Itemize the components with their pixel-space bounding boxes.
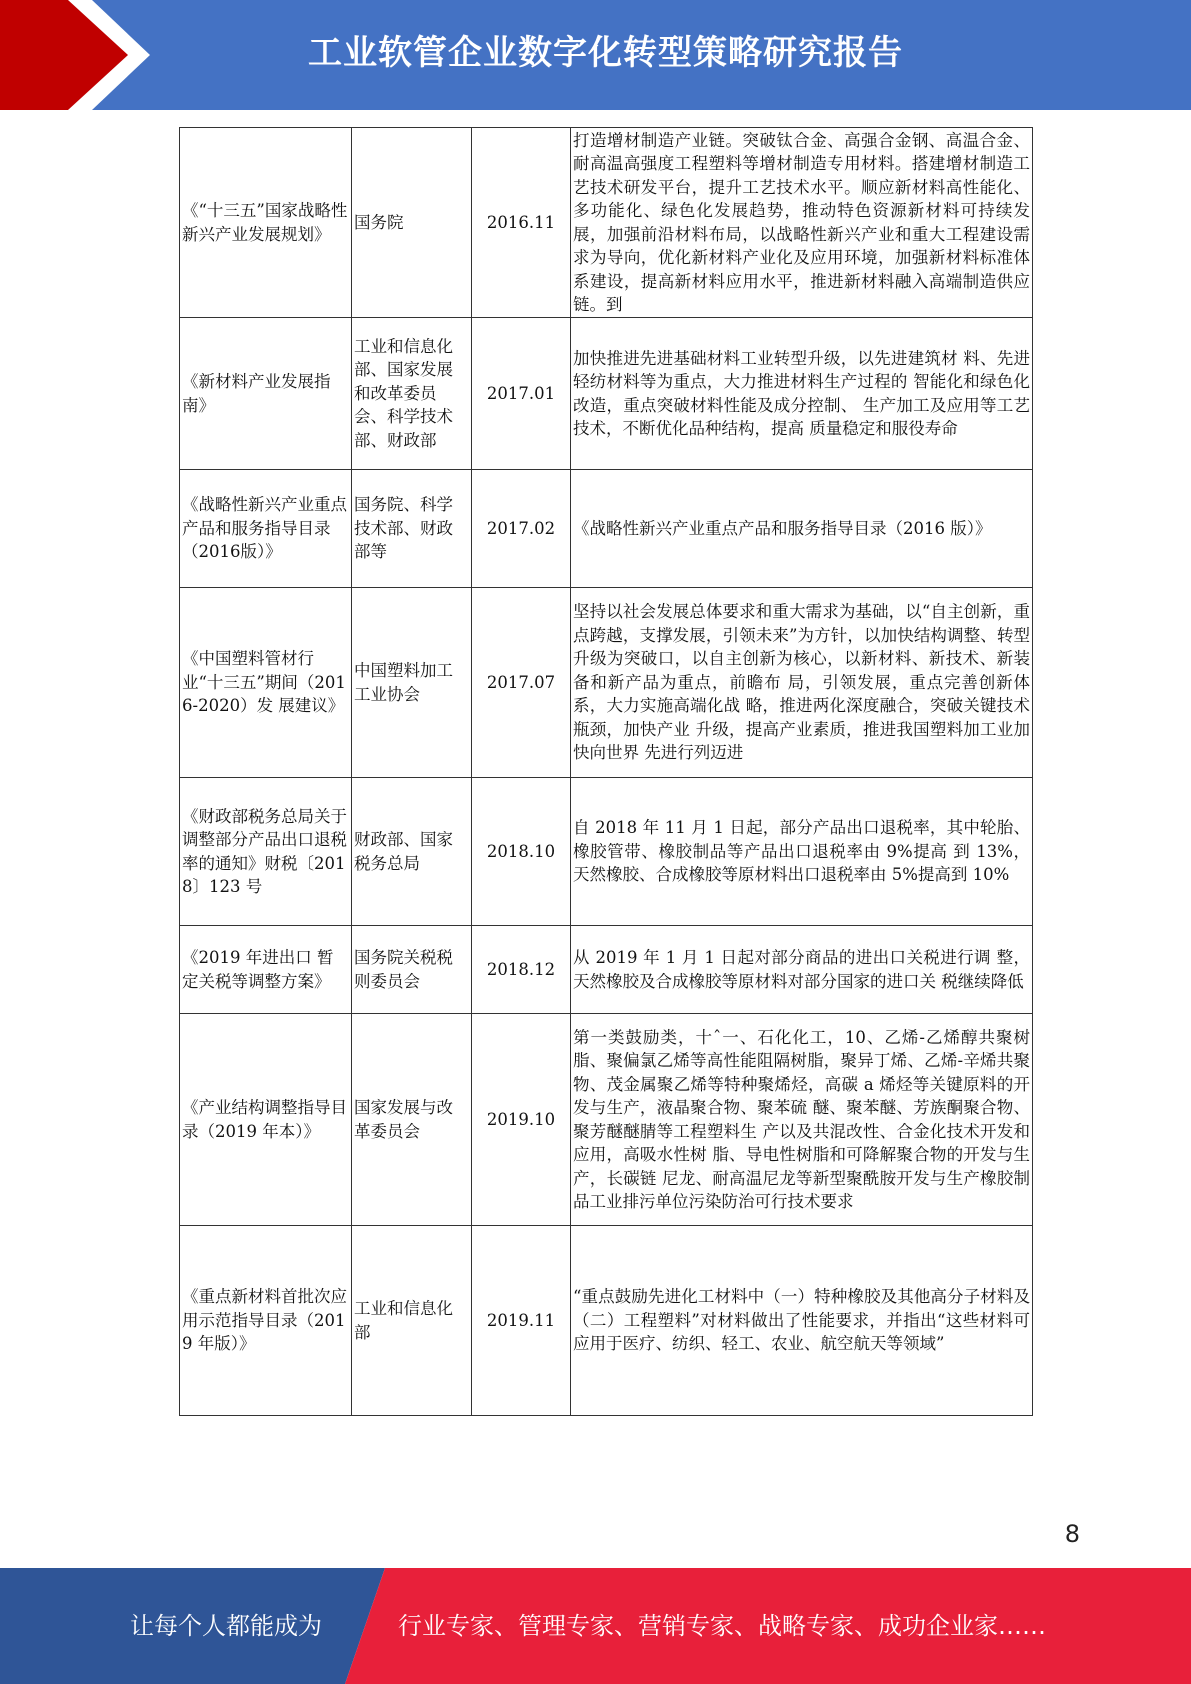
policy-content-cell: 打造增材制造产业链。突破钛合金、高强合金钢、高温合金、耐高温高强度工程塑料等增材制造专用材料。搭建增材制造工艺技术研发平台，提升工艺技术水平。顺应新材料高性能化、多功能化、绿色化发展趋势，推动特色资源新材料可持续发展，加强前沿材料布局，以战略性新兴产业和重大工程建设需求为导向，优化新材料产业化及应用环境，加强新材料标准体系建设，提高新材料应用水平，推进新材料融入高端制造供应链。到	[571, 128, 1033, 318]
policy-name-cell: 《2019 年进出口 暂定关税等调整方案》	[180, 926, 352, 1014]
policy-content-cell: 自 2018 年 11 月 1 日起，部分产品出口退税率，其中轮胎、橡胶管带、橡胶制品等产品出口退税率由 9%提高 到 13%，天然橡胶、合成橡胶等原材料出口退税率由 5%提高到 10%	[571, 778, 1033, 926]
issue-date-cell: 2016.11	[472, 128, 571, 318]
issue-date-cell: 2019.10	[472, 1014, 571, 1226]
policy-name-cell: 《战略性新兴产业重点产品和服务指导目录（2016版）》	[180, 470, 352, 588]
issuing-dept-cell: 工业和信息化部	[352, 1226, 472, 1416]
issue-date-cell: 2019.11	[472, 1226, 571, 1416]
policy-name-cell: 《“十三五”国家战略性新兴产业发展规划》	[180, 128, 352, 318]
table-row	[180, 318, 1033, 470]
issuing-dept-cell: 中国塑料加工工业协会	[352, 588, 472, 778]
policy-content-cell: 坚持以社会发展总体要求和重大需求为基础，以“自主创新，重点跨越，支撑发展，引领未来”为方针，以加快结构调整、转型升级为突破口，以自主创新为核心，以新材料、新技术、新装备和新产品为重点，前瞻布 局，引领发展，重点完善创新体系，大力实施高端化战 略，推进两化深度融合，突破关键技术瓶颈，加快产业 升级，提高产业素质，推进我国塑料加工业加快向世界 先进行列迈进	[571, 588, 1033, 778]
issue-date-cell: 2017.07	[472, 588, 571, 778]
issuing-dept-cell: 财政部、国家税务总局	[352, 778, 472, 926]
footer-slogan-right: 行业专家、管理专家、营销专家、战略专家、成功企业家……	[398, 1612, 1046, 1640]
issuing-dept-cell: 国家发展与改革委员会	[352, 1014, 472, 1226]
issue-date-cell: 2017.01	[472, 318, 571, 470]
table-row	[180, 470, 1033, 588]
policy-content-cell: “重点鼓励先进化工材料中（一）特种橡胶及其他高分子材料及（二）工程塑料”对材料做出了性能要求，并指出“这些材料可应用于医疗、纺织、轻工、农业、航空航天等领域”	[571, 1226, 1033, 1416]
table-row	[180, 128, 1033, 318]
page-number: 8	[1064, 1520, 1080, 1548]
table-row	[180, 926, 1033, 1014]
footer-slogan-left: 让每个人都能成为	[130, 1612, 322, 1640]
table-row	[180, 778, 1033, 926]
issuing-dept-cell: 工业和信息化部、国家发展和改革委员会、科学技术部、财政部	[352, 318, 472, 470]
page-footer	[0, 1568, 1191, 1684]
table-row	[180, 1014, 1033, 1226]
issue-date-cell: 2018.10	[472, 778, 571, 926]
table-row	[180, 1226, 1033, 1416]
policy-name-cell: 《新材料产业发展指南》	[180, 318, 352, 470]
policy-content-cell: 加快推进先进基础材料工业转型升级，以先进建筑材 料、先进轻纺材料等为重点，大力推进材料生产过程的 智能化和绿色化改造，重点突破材料性能及成分控制、 生产加工及应用等工艺技术，不断优化品种结构，提高 质量稳定和服役寿命	[571, 318, 1033, 470]
policy-name-cell: 《产业结构调整指导目录（2019 年本）》	[180, 1014, 352, 1226]
policy-name-cell: 《财政部税务总局关于调整部分产品出口退税率的通知》财税〔2018〕123 号	[180, 778, 352, 926]
policy-content-cell: 第一类鼓励类，十ˆ一、石化化工，10、乙烯-乙烯醇共聚树脂、聚偏氯乙烯等高性能阻隔树脂，聚异丁烯、乙烯-辛烯共聚物、茂金属聚乙烯等特种聚烯烃，高碳 a 烯烃等关键原料的开发与生产，液晶聚合物、聚苯硫 醚、聚苯醚、芳族酮聚合物、聚芳醚醚腈等工程塑料生 产以及共混改性、合金化技术开发和应用，高吸水性树 脂、导电性树脂和可降解聚合物的开发与生产，长碳链 尼龙、耐高温尼龙等新型聚酰胺开发与生产橡胶制品工业排污单位污染防治可行技术要求	[571, 1014, 1033, 1226]
issuing-dept-cell: 国务院关税税则委员会	[352, 926, 472, 1014]
policy-name-cell: 《中国塑料管材行业“十三五”期间（2016-2020）发 展建议》	[180, 588, 352, 778]
issue-date-cell: 2017.02	[472, 470, 571, 588]
issuing-dept-cell: 国务院	[352, 128, 472, 318]
report-title: 工业软管企业数字化转型策略研究报告	[308, 33, 903, 73]
policy-content-cell: 从 2019 年 1 月 1 日起对部分商品的进出口关税进行调 整，天然橡胶及合成橡胶等原材料对部分国家的进口关 税继续降低	[571, 926, 1033, 1014]
policy-name-cell: 《重点新材料首批次应用示范指导目录（2019 年版）》	[180, 1226, 352, 1416]
policy-table	[179, 127, 1033, 1416]
issuing-dept-cell: 国务院、科学技术部、财政部等	[352, 470, 472, 588]
page-header	[0, 0, 1191, 110]
issue-date-cell: 2018.12	[472, 926, 571, 1014]
table-row	[180, 588, 1033, 778]
policy-content-cell: 《战略性新兴产业重点产品和服务指导目录（2016 版）》	[571, 470, 1033, 588]
